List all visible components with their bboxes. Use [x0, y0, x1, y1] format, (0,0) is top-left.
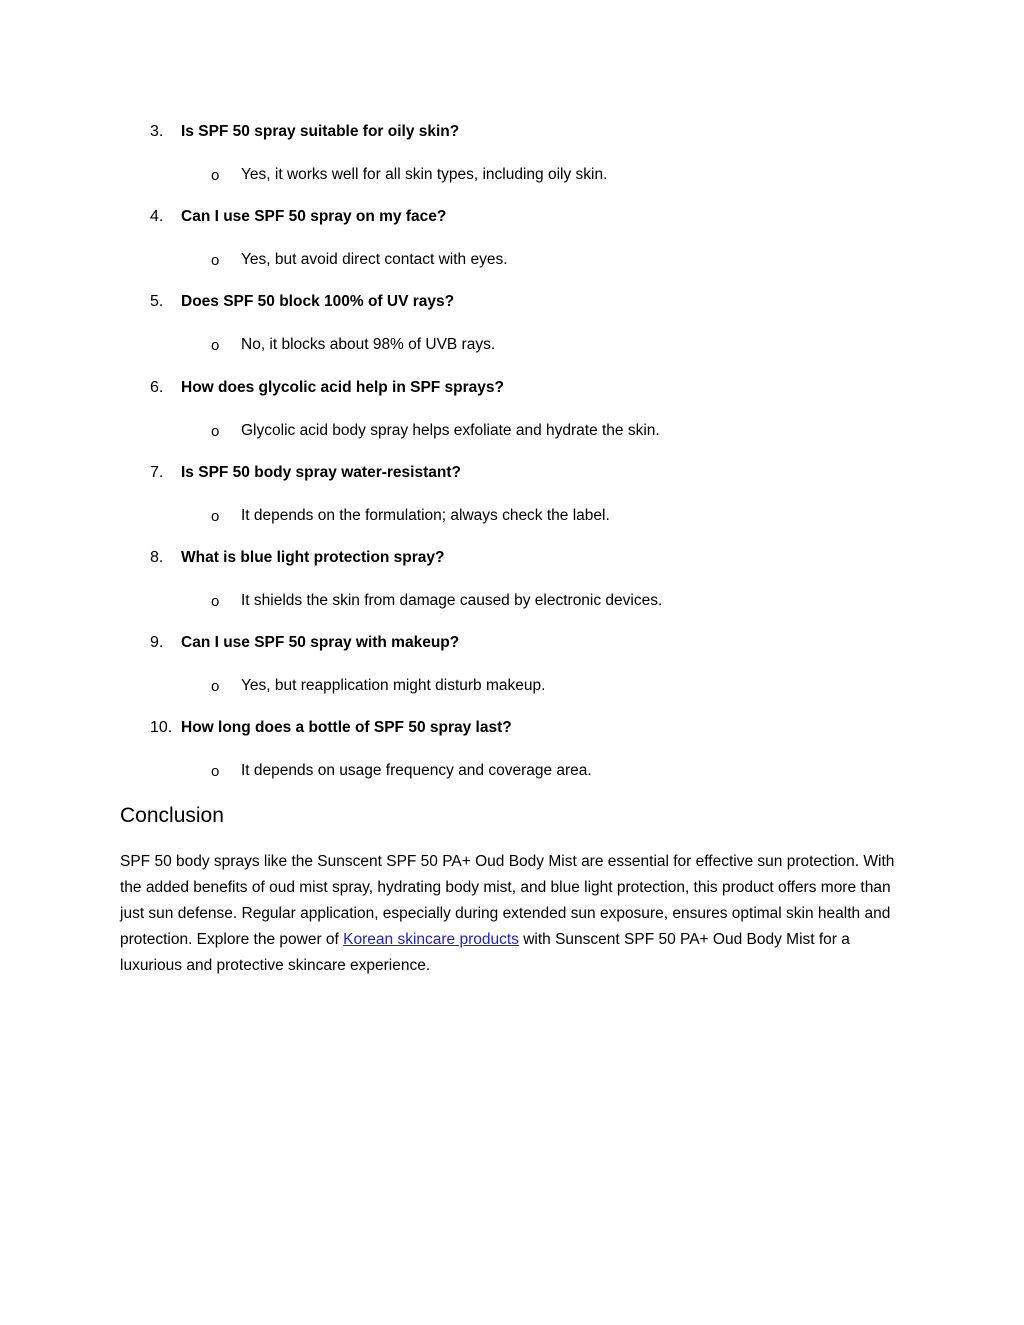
- faq-answer-bullet: o: [211, 252, 220, 270]
- faq-list: [0, 118, 1024, 800]
- faq-item: [0, 288, 1024, 373]
- faq-answer: It shields the skin from damage caused by electronic devices.: [241, 591, 663, 609]
- faq-answer-bullet: o: [211, 592, 220, 610]
- faq-answer: Yes, it works well for all skin types, including oily skin.: [241, 166, 608, 183]
- faq-answer: Yes, but reapplication might disturb makeup.: [241, 677, 546, 695]
- faq-answer-bullet: o: [211, 763, 220, 781]
- conclusion-paragraph: [120, 849, 900, 979]
- faq-answer: Glycolic acid body spray helps exfoliate and hydrate the skin.: [241, 421, 660, 439]
- faq-question: How long does a bottle of SPF 50 spray last?: [181, 719, 512, 737]
- faq-question-number: 7.: [150, 463, 164, 481]
- faq-answer: No, it blocks about 98% of UVB rays.: [241, 336, 496, 354]
- faq-item: [0, 203, 1024, 288]
- faq-item: [0, 374, 1024, 459]
- faq-question-number: 8.: [150, 548, 164, 566]
- conclusion-text-before-link: SPF 50 body sprays like the Sunscent SPF 50 PA+ Oud Body Mist are essential for effective sun protection. With the added benefits of oud mist spray, hydrating body mist, and blue light protection, this product offers more than just sun defense. Regular application, especially during extended sun exposure, ensures optimal skin health and protection. Explore the power of: [120, 853, 895, 948]
- faq-answer: Yes, but avoid direct contact with eyes.: [241, 251, 508, 269]
- faq-answer-bullet: o: [211, 337, 220, 355]
- faq-question-number: 10.: [150, 719, 173, 737]
- faq-answer-bullet: o: [211, 422, 220, 440]
- faq-question: Can I use SPF 50 spray with makeup?: [181, 634, 460, 652]
- faq-answer: It depends on usage frequency and coverage area.: [241, 762, 592, 780]
- faq-question-number: 6.: [150, 378, 164, 396]
- faq-question-number: 3.: [150, 123, 164, 140]
- faq-question: Does SPF 50 block 100% of UV rays?: [181, 293, 455, 311]
- conclusion-text-after-link: with Sunscent SPF 50 PA+ Oud Body Mist for a luxurious and protective skincare experience.: [120, 931, 850, 974]
- faq-item: [0, 629, 1024, 714]
- faq-answer-bullet: o: [211, 507, 220, 525]
- faq-answer-bullet: o: [211, 167, 220, 184]
- faq-answer: It depends on the formulation; always check the label.: [241, 506, 610, 524]
- faq-question: Can I use SPF 50 spray on my face?: [181, 208, 447, 226]
- faq-question: How does glycolic acid help in SPF sprays?: [181, 378, 505, 396]
- faq-question: Is SPF 50 spray suitable for oily skin?: [181, 123, 460, 140]
- faq-item: [0, 118, 1024, 203]
- faq-answer-bullet: o: [211, 678, 220, 696]
- faq-item: [0, 714, 1024, 799]
- korean-skincare-products-link[interactable]: Korean skincare products: [343, 931, 519, 948]
- faq-question: What is blue light protection spray?: [181, 548, 445, 566]
- faq-question-number: 9.: [150, 634, 164, 652]
- faq-item: [0, 544, 1024, 629]
- conclusion-heading: Conclusion: [120, 804, 224, 827]
- faq-question-number: 4.: [150, 208, 164, 226]
- faq-question-number: 5.: [150, 293, 164, 311]
- faq-question: Is SPF 50 body spray water-resistant?: [181, 463, 461, 481]
- faq-item: [0, 459, 1024, 544]
